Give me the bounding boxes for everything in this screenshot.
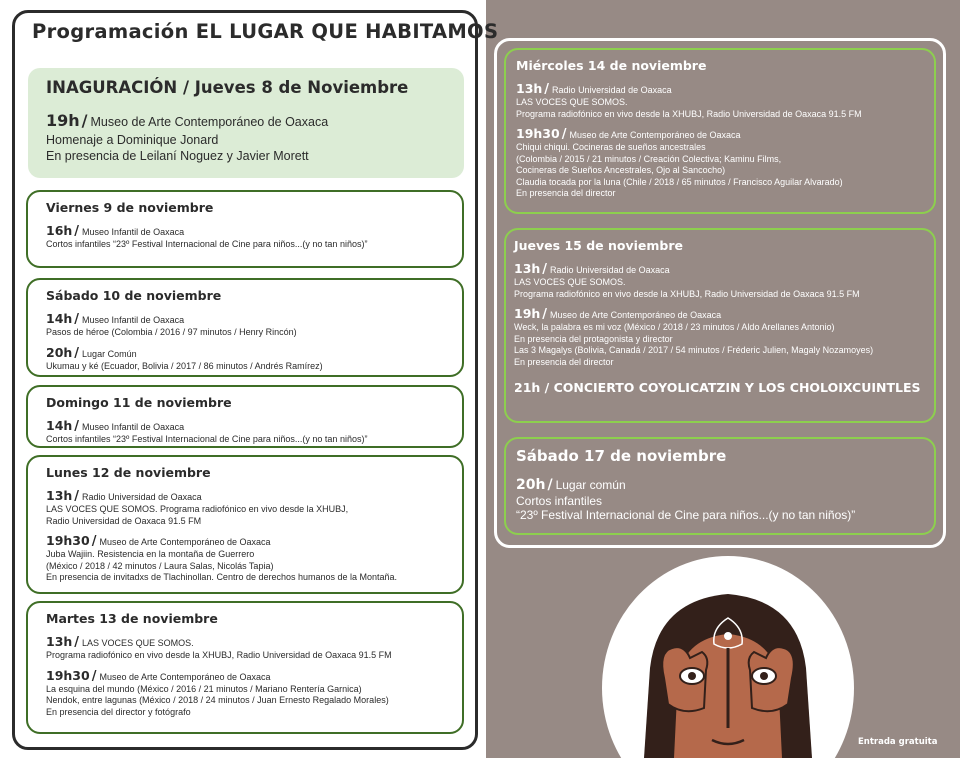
event-line: (México / 2018 / 42 minutos / Laura Salas, Nicolás Tapia) (46, 560, 274, 571)
event-venue: Museo de Arte Contemporáneo de Oaxaca (90, 115, 329, 129)
day-box-martes-13 (26, 601, 464, 734)
event-item (46, 489, 450, 527)
slash-separator: / (74, 489, 80, 504)
slash-separator: / (74, 419, 80, 434)
inauguration-box (28, 68, 464, 178)
event-time: 20h (516, 477, 546, 493)
event-line: En presencia del director (514, 356, 614, 367)
event-item (514, 307, 922, 368)
event-venue: Museo de Arte Contemporáneo de Oaxaca (99, 671, 271, 682)
event-line: Cortos infantiles (516, 494, 603, 508)
event-time: 14h (46, 418, 73, 433)
event-venue: Lugar Común (82, 348, 137, 359)
slash-separator: / (561, 127, 567, 142)
slash-separator: / (74, 345, 80, 361)
event-line: En presencia de Leilaní Noguez y Javier Morett (46, 149, 309, 163)
day-title: Sábado 10 de noviembre (46, 288, 222, 303)
event-time: 14h (46, 311, 73, 326)
slash-separator: / (74, 312, 80, 327)
event-item (46, 635, 450, 662)
slash-separator: / (91, 668, 97, 684)
event-venue: Museo de Arte Contemporáneo de Oaxaca (550, 310, 722, 320)
slash-separator: / (542, 262, 548, 277)
event-venue: Museo de Arte Contemporáneo de Oaxaca (569, 130, 741, 140)
event-time: 19h (514, 306, 541, 321)
event-line: Programa radiofónico en vivo desde la XHUBJ, Radio Universidad de Oaxaca 91.5 FM (514, 288, 860, 299)
event-line: Pasos de héroe (Colombia / 2016 / 97 minutos / Henry Rincón) (46, 327, 297, 337)
slash-separator: / (542, 307, 548, 322)
free-entry-note: Entrada gratuita (858, 737, 938, 747)
event-line: Juba Wajiin. Resistencia en la montaña de Guerrero (46, 549, 255, 559)
event-time: 13h (46, 634, 73, 649)
event-time: 20h (46, 344, 73, 360)
event-item (46, 312, 450, 339)
day-box-miercoles-14 (504, 48, 936, 214)
event-line: Cortos infantiles “23º Festival Internacional de Cine para niños...(y no tan niños)” (46, 434, 368, 444)
event-item (516, 82, 922, 120)
event-item (516, 476, 922, 522)
event-line: Programa radiofónico en vivo desde la XHUBJ, Radio Universidad de Oaxaca 91.5 FM (516, 108, 862, 119)
event-time: 16h (46, 223, 73, 238)
event-line: La esquina del mundo (México / 2016 / 21 minutos / Mariano Rentería Garnica) (46, 683, 362, 694)
event-item (46, 224, 450, 251)
day-box-viernes-9 (26, 190, 464, 268)
day-box-domingo-11 (26, 385, 464, 448)
event-line: Weck, la palabra es mi voz (México / 2018 / 23 minutos / Aldo Arellanes Antonio) (514, 322, 835, 332)
page-title: Programación EL LUGAR QUE HABITAMOS (32, 20, 499, 43)
slash-separator: / (544, 82, 550, 97)
event-line: Ukumau y ké (Ecuador, Bolivia / 2017 / 86 minutos / Andrés Ramírez) (46, 360, 323, 371)
event-line: Chiqui chiqui. Cocineras de sueños ancestrales (516, 142, 706, 152)
event-line: Claudia tocada por la luna (Chile / 2018 / 65 minutos / Francisco Aguilar Alvarado) (516, 176, 843, 187)
event-line: En presencia del director y fotógrafo (46, 706, 191, 717)
event-venue: Museo Infantil de Oaxaca (82, 422, 185, 432)
slash-separator: / (74, 635, 80, 650)
forehead-dot (724, 632, 732, 640)
slash-separator: / (547, 477, 553, 493)
concert-line: 21h / CONCIERTO COYOLICATZIN Y LOS CHOLOIXCUINTLES (514, 380, 921, 395)
day-title: Sábado 17 de noviembre (516, 447, 727, 465)
event-line: Las 3 Magalys (Bolivia, Canadá / 2017 / 54 minutos / Fréderic Julien, Magaly Nozamoyes) (514, 345, 874, 355)
event-line: En presencia del protagonista y director (514, 333, 673, 344)
event-time: 19h30 (516, 126, 560, 141)
day-title: Domingo 11 de noviembre (46, 395, 232, 410)
event-item (46, 669, 450, 719)
inauguration-heading: INAGURACIÓN / Jueves 8 de Noviembre (46, 78, 409, 97)
day-box-sabado-17 (504, 437, 936, 535)
day-title: Martes 13 de noviembre (46, 611, 218, 626)
event-venue: Museo de Arte Contemporáneo de Oaxaca (99, 537, 271, 547)
event-line: Nendok, entre lagunas (México / 2018 / 24 minutos / Juan Ernesto Regalado Morales) (46, 695, 389, 705)
left-pupil (688, 672, 696, 680)
event-time: 19h30 (46, 667, 90, 683)
event-venue: LAS VOCES QUE SOMOS. (82, 638, 194, 648)
day-title: Viernes 9 de noviembre (46, 200, 214, 215)
event-line: Radio Universidad de Oaxaca 91.5 FM (46, 515, 202, 526)
day-title: Miércoles 14 de noviembre (516, 58, 707, 73)
event-item (516, 127, 922, 200)
event-item (514, 262, 922, 300)
event-item (46, 346, 450, 373)
event-line: LAS VOCES QUE SOMOS. Programa radiofónico en vivo desde la XHUBJ, (46, 504, 349, 514)
day-box-lunes-12 (26, 455, 464, 594)
event-venue: Museo Infantil de Oaxaca (82, 315, 185, 325)
event-line: Cocineras de Sueños Ancestrales, Ojo al Sancocho) (516, 165, 726, 175)
day-title: Jueves 15 de noviembre (514, 238, 683, 253)
event-line: En presencia de invitadxs de Tlachinollan. Centro de derechos humanos de la Montaña. (46, 572, 398, 582)
event-time: 13h (516, 81, 543, 96)
event-line: En presencia del director (516, 188, 616, 198)
event-line: LAS VOCES QUE SOMOS. (516, 97, 628, 107)
event-line: Programa radiofónico en vivo desde la XHUBJ, Radio Universidad de Oaxaca 91.5 FM (46, 650, 392, 660)
day-box-jueves-15 (504, 228, 936, 423)
right-pupil (760, 672, 768, 680)
event-line: Homenaje a Dominique Jonard (46, 133, 219, 147)
event-time: 19h (46, 111, 80, 130)
event-item (46, 534, 450, 584)
event-line: LAS VOCES QUE SOMOS. (514, 277, 626, 287)
event-venue: Radio Universidad de Oaxaca (550, 265, 670, 275)
event-time: 19h30 (46, 533, 90, 548)
person-hands-over-eyes-illustration (594, 548, 862, 758)
inauguration-event (46, 111, 450, 164)
event-item (46, 419, 450, 446)
event-line: “23º Festival Internacional de Cine para niños...(y no tan niños)” (516, 508, 856, 522)
event-line: (Colombia / 2015 / 21 minutos / Creación Colectiva; Kaminu Films, (516, 153, 782, 164)
event-venue: Radio Universidad de Oaxaca (552, 85, 672, 95)
slash-separator: / (74, 224, 80, 239)
event-venue: Radio Universidad de Oaxaca (82, 492, 202, 502)
slash-separator: / (81, 111, 88, 130)
day-title: Lunes 12 de noviembre (46, 465, 211, 480)
event-time: 13h (46, 488, 73, 503)
event-time: 13h (514, 261, 541, 276)
event-venue: Lugar común (555, 478, 626, 492)
slash-separator: / (91, 534, 97, 549)
day-box-sabado-10 (26, 278, 464, 377)
event-line: Cortos infantiles “23º Festival Internacional de Cine para niños...(y no tan niños)” (46, 239, 368, 249)
event-venue: Museo Infantil de Oaxaca (82, 227, 185, 237)
